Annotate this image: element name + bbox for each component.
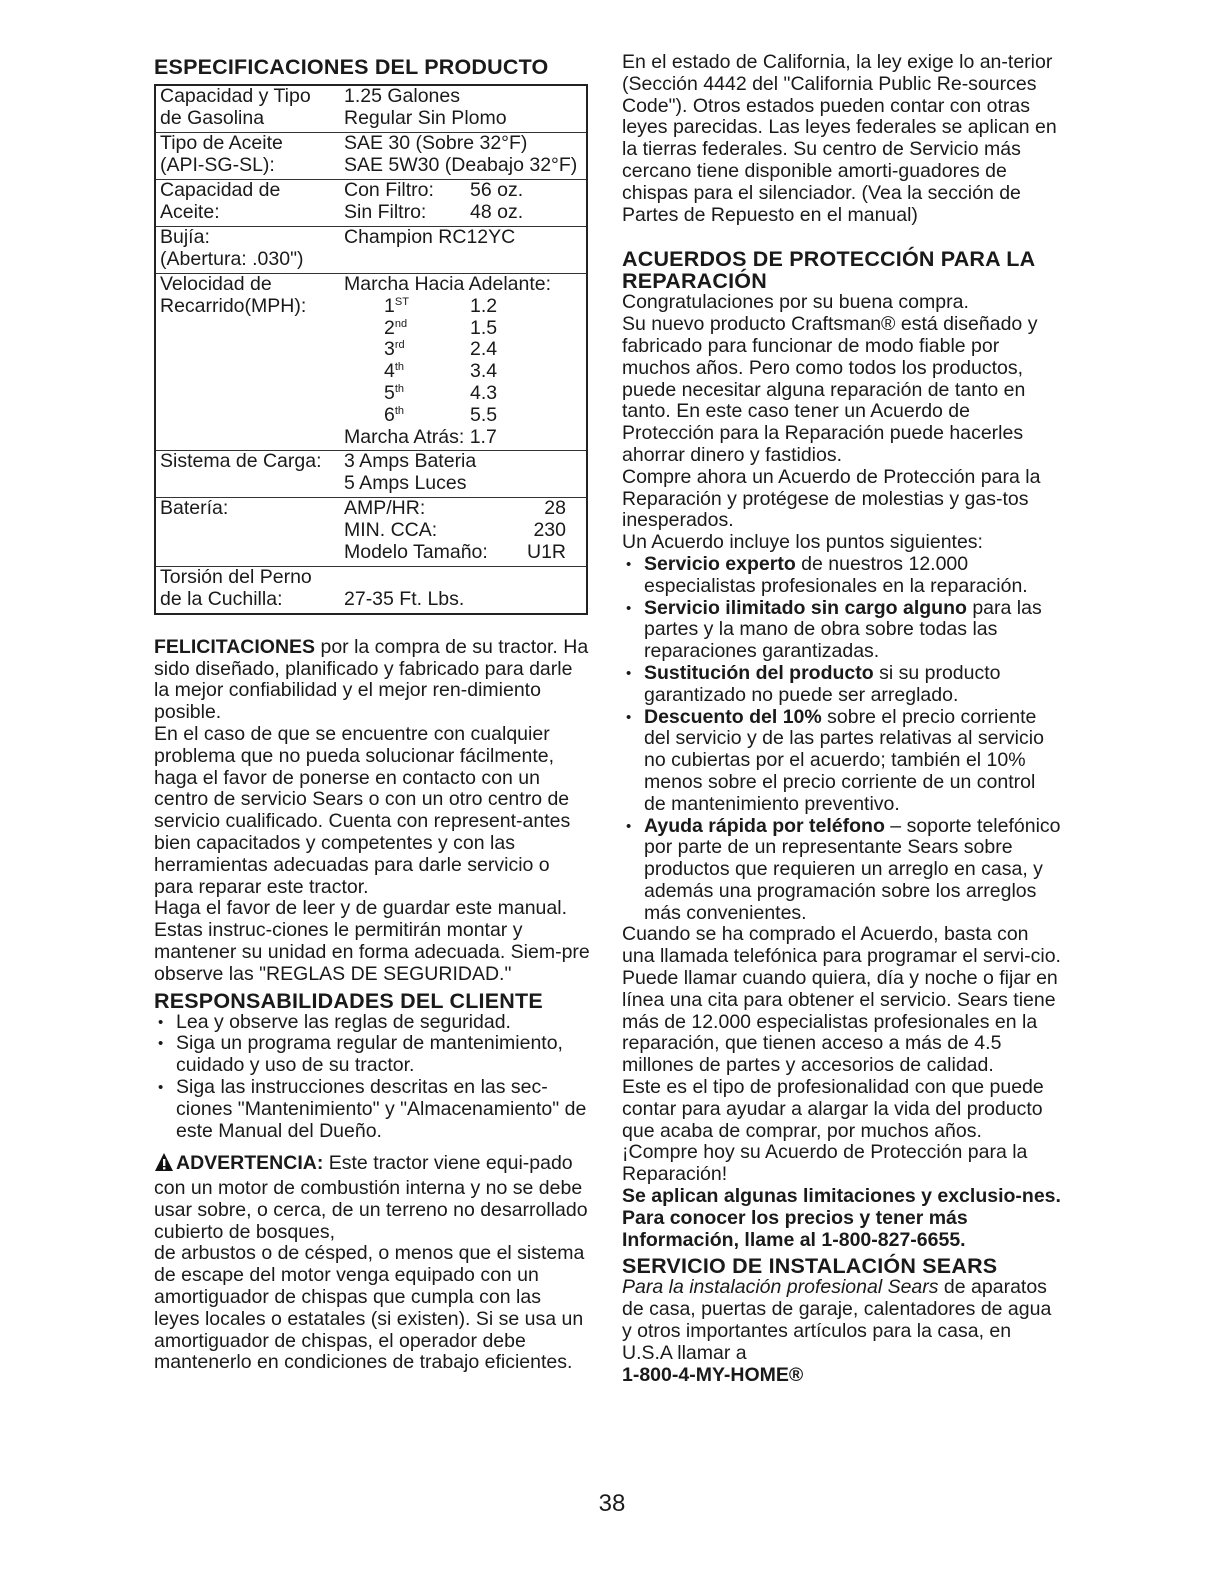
spec-label: Torsión del Perno de la Cuchilla: [160, 565, 312, 610]
gear-speed: 5.5 [470, 403, 498, 426]
protection-description: Su nuevo producto Craftsman® está diseñado y fabricado para funcionar de modo fiable por muchos años. Pero como todos los productos, puede necesitar alguna reparación de tanto en tanto. En este caso tener un Acuerdo de Protección para la Reparación puede hacerles ahorrar dinero y fastidios. [622, 313, 1038, 466]
spec-label: Sistema de Carga: [160, 450, 322, 473]
protection-list [622, 554, 1062, 925]
battery-value: 230 [533, 519, 566, 542]
protection-buy: Compre ahora un Acuerdo de Protección para la Reparación y protégese de molestias y gas-tos inesperados. [622, 465, 1041, 532]
gear-speed: 4.3 [470, 381, 498, 404]
spec-title: ESPECIFICACIONES DEL PRODUCTO [154, 55, 549, 79]
spec-row-torque [156, 567, 586, 613]
spec-row-plug [156, 227, 586, 274]
installation-italic: Para la instalación profesional Sears [622, 1276, 939, 1299]
gear-speed: 1.2 [470, 294, 498, 317]
spec-row-battery [156, 498, 586, 566]
gear-row [344, 383, 582, 405]
spec-value [344, 274, 582, 448]
spec-row-oil-capacity [156, 180, 586, 227]
gear-speed: 1.5 [470, 316, 498, 339]
spec-value [344, 133, 582, 177]
oil-type-below: SAE 5W30 (Deabajo 32°F) [344, 153, 578, 176]
battery-value: U1R [526, 540, 566, 563]
gear-list [344, 296, 582, 427]
service-paragraph: En el caso de que se encuentre con cualquier problema que no pueda solucionar fácilmente, haga el favor de ponerse en contacto con un centro de servicio Sears o con un otro centro de servicio cualificado. Cuenta con represent-antes bien capacitados y competentes y con las herramientas adecuadas para darle servicio o para reparar este tractor. [154, 722, 571, 898]
installation-text: de aparatos de casa, puertas de garaje, calentadores de agua y otros importantes artículos para la casa, en U.S.A llamar a [622, 1276, 1052, 1364]
spec-value [344, 451, 582, 495]
spec-label: Bujía: (Abertura: .030") [160, 226, 304, 270]
responsibilities-title: RESPONSABILIDADES DEL CLIENTE [154, 988, 543, 1013]
reverse-speed: Marcha Atrás: 1.7 [344, 425, 497, 448]
spec-label: Tipo de Aceite (API-SG-SL): [160, 132, 283, 176]
spec-label: Velocidad de Recarrido(MPH): [160, 273, 307, 317]
warning-label: ADVERTENCIA: [176, 1152, 324, 1175]
forward-label: Marcha Hacia Adelante: [344, 273, 552, 295]
spec-value [344, 180, 582, 224]
gear-row [344, 318, 582, 340]
call-paragraph: Cuando se ha comprado el Acuerdo, basta con una llamada telefónica para programar el servi-cio. Puede llamar cuando quiera, día y noche o fijar en línea una cita para obtener el servicio. Sears tiene más de 12.000 especialistas profesionales en la reparación, que tienen acceso a más de 4.5 millones de partes y accesorios de calidad. [622, 923, 1061, 1077]
left-column [154, 52, 590, 1374]
warning-paragraph [154, 1152, 590, 1243]
battery-key: AMP/HR: [344, 497, 426, 520]
installation-title: SERVICIO DE INSTALACIÓN SEARS [622, 1254, 998, 1279]
gear-row [344, 296, 582, 318]
spec-row-fuel [156, 86, 586, 133]
spec-row-oil-type [156, 133, 586, 180]
battery-value: 28 [544, 497, 566, 520]
spec-value [344, 498, 582, 563]
spec-value [344, 227, 582, 271]
warning-text: Este tractor viene equi-pado con un motor de combustión interna y no se debe usar sobre, o cerca, de un terreno no desarrollado cubierto de bosques, [154, 1152, 588, 1243]
gear-row [344, 405, 582, 427]
gear-number: 1ST [384, 294, 409, 317]
list-item: • Ayuda rápida por teléfono – soporte telefónico por parte de un representante Sears sobre productos que requieren un arreglo en casa, y además una programación sobre los arreglos más convenientes. [622, 816, 1062, 925]
oil-nofilter-key: Sin Filtro: [344, 200, 427, 223]
charge-battery: 3 Amps Bateria [344, 450, 477, 473]
list-item: • Siga las instrucciones descritas en las sec-ciones "Mantenimiento" y "Almacenamiento" de este Manual del Dueño. [154, 1077, 590, 1142]
gear-speed: 2.4 [470, 338, 498, 361]
list-item: • Servicio ilimitado sin cargo alguno para las partes y la mano de obra sobre todas las reparaciones garantizadas. [622, 598, 1062, 663]
gear-number: 6th [384, 403, 405, 426]
list-item: • Sustitución del producto si su producto garantizado no puede ser arreglado. [622, 663, 1062, 707]
fuel-capacity: 1.25 Galones [344, 85, 461, 107]
congrats-paragraph [154, 637, 590, 724]
gear-number: 2nd [384, 316, 408, 339]
spec-label: Batería: [160, 497, 229, 520]
installation-phone: 1-800-4-MY-HOME® [622, 1363, 804, 1386]
list-item: • Servicio experto de nuestros 12.000 especialistas profesionales en la reparación. [622, 554, 1062, 598]
battery-key: Modelo Tamaño: [344, 540, 488, 563]
list-item: • Lea y observe las reglas de seguridad. [154, 1012, 590, 1034]
protection-intro: Congratulaciones por su buena compra. [622, 291, 969, 314]
responsibilities-list [154, 1012, 590, 1143]
spec-label: Capacidad de Aceite: [160, 179, 281, 223]
page-number: 38 [598, 1490, 626, 1517]
warning-continued: de arbustos o de césped, o menos que el sistema de escape del motor venga equipado con un amortiguador de chispas que cumpla con las leyes locales o estatales (si existen). Si se usa un amortiguador de chispas, el operador debe mantenerlo en condiciones de trabajo eficientes. [154, 1242, 585, 1374]
spec-row-charge [156, 451, 586, 498]
gear-speed: 3.4 [470, 360, 498, 383]
plug-model: Champion RC12YC [344, 226, 516, 248]
spec-label: Capacidad y Tipo de Gasolina [160, 85, 311, 129]
spec-value [344, 86, 582, 130]
limitations-paragraph: Se aplican algunas limitaciones y exclusio-nes. Para conocer los precios y tener más Información, llame al 1-800-827-6655. [622, 1185, 1061, 1251]
right-column [622, 52, 1062, 1386]
protection-title: ACUERDOS DE PROTECCIÓN PARA LA REPARACIÓN [622, 247, 1035, 294]
professional-paragraph: Este es el tipo de profesionalidad con que puede contar para ayudar a alargar la vida del producto que acaba de comprar, por muchos años. ¡Compre hoy su Acuerdo de Protección para la Reparación! [622, 1076, 1044, 1186]
list-item: • Descuento del 10% sobre el precio corriente del servicio y de las partes relativas al servicio no cubiertas por el acuerdo; también el 10% menos sobre el precio corriente de un control de mantenimiento preventivo. [622, 707, 1062, 816]
gear-row [344, 361, 582, 383]
warning-icon [154, 1152, 174, 1178]
torque-value: 27-35 Ft. Lbs. [344, 587, 465, 610]
charge-lights: 5 Amps Luces [344, 472, 467, 495]
spec-value [344, 567, 582, 611]
gear-row [344, 339, 582, 361]
spec-table [154, 84, 588, 615]
manual-paragraph: Haga el favor de leer y de guardar este manual. Estas instruc-ciones le permitirán montar y mantener su unidad en forma adecuada. Siem-pre observe las "REGLAS DE SEGURIDAD." [154, 897, 590, 985]
gear-number: 3rd [384, 338, 405, 361]
protection-includes: Un Acuerdo incluye los puntos siguientes: [622, 531, 983, 554]
congrats-text: por la compra de su tractor. Ha sido diseñado, planificado y fabricado para darle la mejor confiabilidad y el mejor ren-dimiento posible. [154, 635, 589, 724]
fuel-type: Regular Sin Plomo [344, 106, 507, 129]
gear-number: 4th [384, 360, 405, 383]
california-paragraph: En el estado de California, la ley exige lo an-terior (Sección 4442 del "California Public Re-sources Code"). Otros estados pueden contar con otras leyes parecidas. Las leyes federales se aplican en la tierras federales. Su centro de Servicio más cercano tiene disponible amorti-guadores de chispas para el silenciador. (Vea la sección de Partes de Repuesto en el manual) [622, 51, 1057, 226]
list-item: • Siga un programa regular de mantenimiento, cuidado y uso de su tractor. [154, 1033, 590, 1077]
spec-row-speed [156, 274, 586, 451]
congrats-bold: FELICITACIONES [154, 635, 316, 658]
installation-paragraph [622, 1277, 1062, 1364]
gear-number: 5th [384, 381, 405, 404]
oil-type-above: SAE 30 (Sobre 32°F) [344, 132, 528, 154]
oil-filter-value: 56 oz. [470, 179, 524, 201]
oil-nofilter-value: 48 oz. [470, 200, 524, 223]
oil-filter-key: Con Filtro: [344, 179, 434, 201]
battery-key: MIN. CCA: [344, 519, 438, 542]
